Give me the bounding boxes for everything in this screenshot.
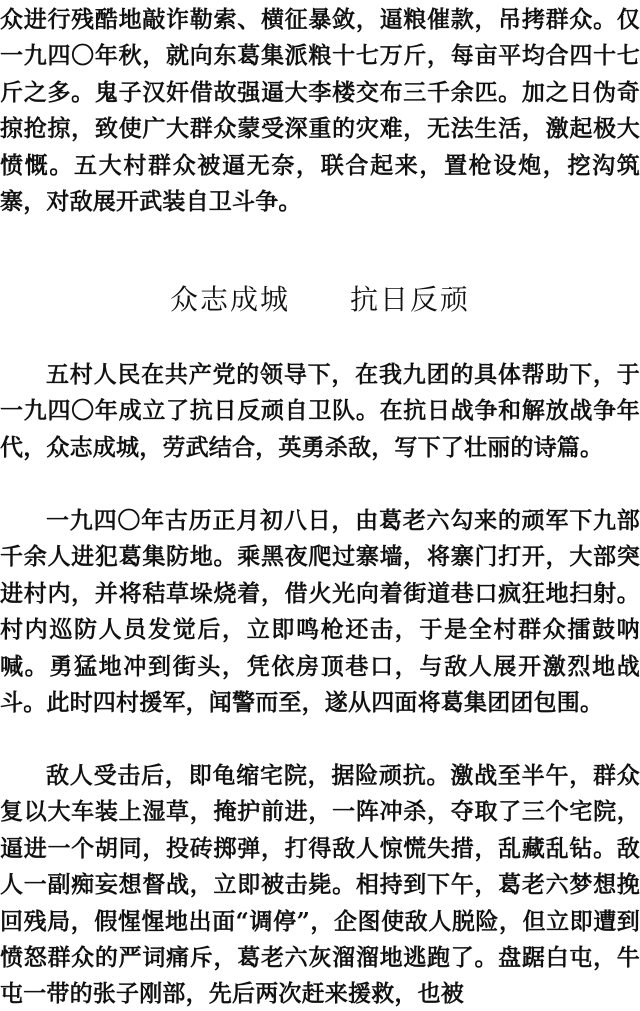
section-heading-right: 抗日反顽 — [350, 283, 471, 316]
body-paragraph-1: 五村人民在共产党的领导下，在我九团的具体帮助下，于一九四〇年成立了抗日反顽自卫队。在抗日战争和解放战争年代，众志成城，劳武结合，英勇杀敌，写下了壮丽的诗篇。 — [0, 361, 640, 461]
body-paragraph-3: 敌人受击后，即龟缩宅院，据险顽抗。激战至半午，群众复以大车装上湿草，掩护前进，一阵冲杀，夺取了三个宅院，逼进一个胡同，投砖掷弹，打得敌人惊慌失措，乱藏乱钻。敌人一副痴妄想督战，立即被击毙。相持到下午，葛老六梦想挽回残局，假惺惺地出面“调停”，企图使敌人脱险，但立即遭到愤怒群众的严词痛斥，葛老六灰溜溜地逃跑了。盘踞白屯，牛屯一带的张子刚部，先后两次赶来援救，也被 — [0, 762, 640, 1008]
body-paragraph-2: 一九四〇年古历正月初八日，由葛老六勾来的顽军下九部千余人进犯葛集防地。乘黑夜爬过寨墙，将寨门打开，大部突进村内，并将秸草垛烧着，借火光向着街道巷口疯狂地扫射。村内巡防人员发觉后，立即鸣枪还击，于是全村群众擂鼓呐喊。勇猛地冲到街头，凭依房顶巷口，与敌人展开激烈地战斗。此时四村援军，闻警而至，遂从四面将葛集团团包围。 — [0, 507, 640, 717]
intro-paragraph: 众进行残酷地敲诈勒索、横征暴敛，逼粮催款，吊拷群众。仅一九四〇年秋，就向东葛集派粮十七万斤，每亩平均合四十七斤之多。鬼子汉奸借故强逼大李楼交布三千余匹。加之日伪奇掠抢掠，致使广大群众蒙受深重的灾难，无法生活，激起极大愤慨。五大村群众被逼无奈，联合起来，置枪设炮，挖沟筑寨，对敌展开武装自卫斗争。 — [0, 6, 640, 216]
section-heading-left: 众志成城 — [169, 283, 290, 316]
section-heading — [0, 278, 640, 318]
